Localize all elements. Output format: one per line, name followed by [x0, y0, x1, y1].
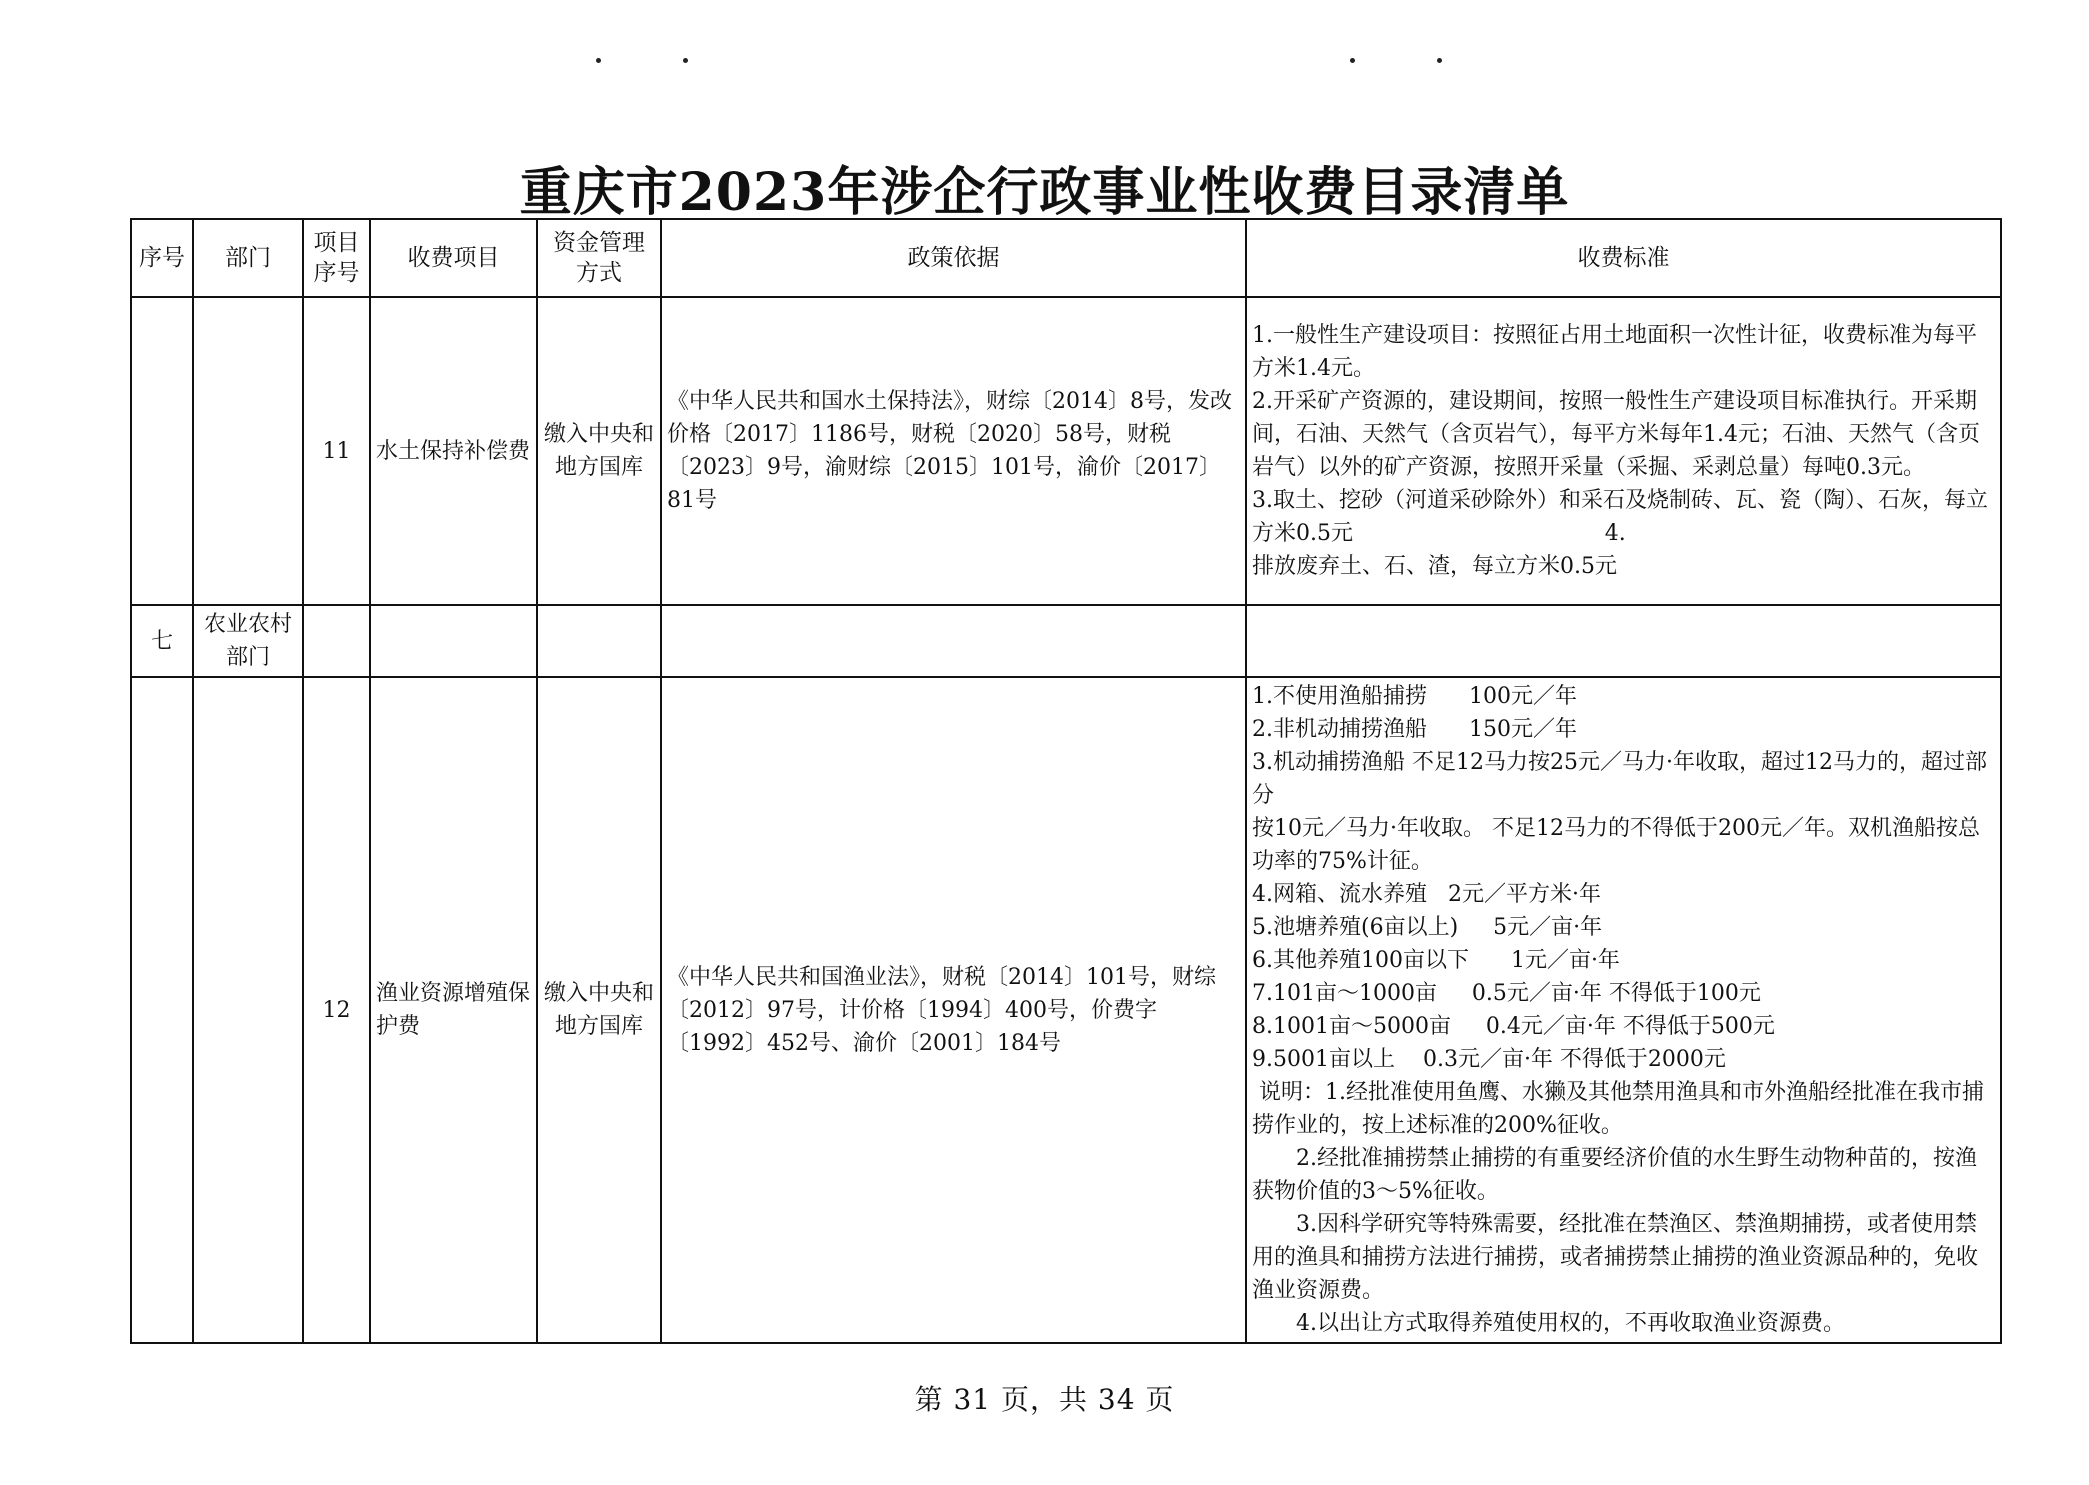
scan-speck: [596, 58, 601, 63]
scan-speck: [1437, 58, 1442, 63]
standard-note: 4.以出让方式取得养殖使用权的，不再收取渔业资源费。: [1296, 1311, 1845, 1336]
standard-line: 8.1001亩～5000亩 0.4元／亩·年 不得低于500元: [1252, 1014, 1775, 1039]
cell-dept: [193, 297, 303, 605]
cell-policy: [661, 605, 1246, 677]
cell-seq: 七: [131, 605, 193, 677]
table-row: [131, 297, 2001, 605]
cell-standard: [1246, 677, 2001, 1343]
standard-line: 4.网箱、流水养殖 2元／平方米·年: [1252, 882, 1601, 907]
scan-speck: [1350, 58, 1355, 63]
cell-item-name: [370, 605, 537, 677]
standard-line: 1.不使用渔船捕捞 100元／年: [1252, 684, 1577, 709]
cell-seq: [131, 677, 193, 1343]
standard-line: 1.一般性生产建设项目：按照征占用土地面积一次性计征，收费标准为每平方米1.4元。: [1252, 323, 1977, 381]
cell-dept: 农业农村部门: [193, 605, 303, 677]
cell-item-no: 12: [303, 677, 370, 1343]
cell-standard: [1246, 297, 2001, 605]
cell-item-no: [303, 605, 370, 677]
header-seq: 序号: [131, 219, 193, 297]
standard-line: 排放废弃土、石、渣，每立方米0.5元: [1252, 554, 1617, 579]
standard-line: 5.池塘养殖(6亩以上) 5元／亩·年: [1252, 915, 1603, 940]
cell-fund-mgmt: 缴入中央和地方国库: [537, 297, 661, 605]
cell-item-name: 水土保持补偿费: [370, 297, 537, 605]
standard-line: 6.其他养殖100亩以下 1元／亩·年: [1252, 948, 1620, 973]
header-dept: 部门: [193, 219, 303, 297]
document-title: 重庆市2023年涉企行政事业性收费目录清单: [519, 162, 1570, 223]
cell-item-name: 渔业资源增殖保护费: [370, 677, 537, 1343]
fee-catalog-table: [130, 218, 2002, 1344]
scan-speck: [683, 58, 688, 63]
table-row: [131, 677, 2001, 1343]
standard-line: 9.5001亩以上 0.3元／亩·年 不得低于2000元: [1252, 1047, 1726, 1072]
standard-line: 3.机动捕捞渔船 不足12马力按25元／马力·年收取，超过12马力的，超过部分: [1252, 750, 1987, 808]
standard-line: 7.101亩～1000亩 0.5元／亩·年 不得低于100元: [1252, 981, 1761, 1006]
header-policy: 政策依据: [661, 219, 1246, 297]
standard-line: 2.非机动捕捞渔船 150元／年: [1252, 717, 1577, 742]
scan-specks: [0, 58, 2089, 68]
cell-seq: [131, 297, 193, 605]
cell-dept: [193, 677, 303, 1343]
standard-line: 按10元／马力·年收取。 不足12马力的不得低于200元／年。双机渔船按总功率的75%计征。: [1252, 816, 1980, 874]
cell-policy: 《中华人民共和国渔业法》，财税〔2014〕101号，财综〔2012〕97号，计价格〔1994〕400号，价费字〔1992〕452号、渝价〔2001〕184号: [661, 677, 1246, 1343]
header-standard: 收费标准: [1246, 219, 2001, 297]
header-item-name: 收费项目: [370, 219, 537, 297]
standard-line: 3.取土、挖砂（河道采砂除外）和采石及烧制砖、瓦、瓷（陶）、石灰，每立方米0.5元 4.: [1252, 488, 1988, 546]
cell-standard: [1246, 605, 2001, 677]
cell-policy: 《中华人民共和国水土保持法》，财综〔2014〕8号，发改价格〔2017〕1186号，财税〔2020〕58号，财税〔2023〕9号，渝财综〔2015〕101号，渝价〔2017〕81号: [661, 297, 1246, 605]
cell-item-no: 11: [303, 297, 370, 605]
header-fund-mgmt: 资金管理方式: [537, 219, 661, 297]
header-item-no: 项目序号: [303, 219, 370, 297]
standard-note: 说明：1.经批准使用鱼鹰、水獭及其他禁用渔具和市外渔船经批准在我市捕捞作业的，按上述标准的200%征收。: [1252, 1080, 1984, 1138]
standard-note: 3.因科学研究等特殊需要，经批准在禁渔区、禁渔期捕捞，或者使用禁用的渔具和捕捞方法进行捕捞，或者捕捞禁止捕捞的渔业资源品种的，免收渔业资源费。: [1252, 1212, 1979, 1303]
standard-line: 2.开采矿产资源的，建设期间，按照一般性生产建设项目标准执行。开采期间，石油、天然气（含页岩气），每平方米每年1.4元；石油、天然气（含页岩气）以外的矿产资源，按照开采量（采掘、采剥总量）每吨0.3元。: [1252, 389, 1980, 480]
page-footer: 第 31 页，共 34 页: [914, 1383, 1175, 1416]
section-row: [131, 605, 2001, 677]
standard-note: 2.经批准捕捞禁止捕捞的有重要经济价值的水生野生动物种苗的，按渔获物价值的3～5%征收。: [1252, 1146, 1977, 1204]
header-row: [131, 219, 2001, 297]
cell-fund-mgmt: [537, 605, 661, 677]
cell-fund-mgmt: 缴入中央和地方国库: [537, 677, 661, 1343]
